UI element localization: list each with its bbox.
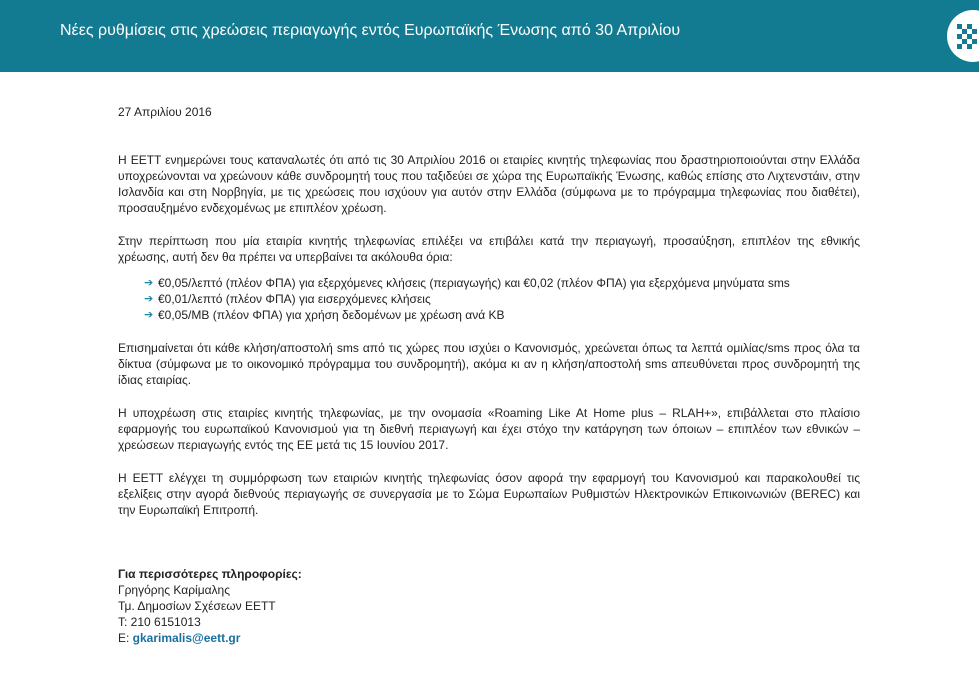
list-item-text: €0,01/λεπτό (πλέον ΦΠΑ) για εισερχόμενες κλήσεις [158,292,431,306]
charge-limits-list [118,275,860,323]
page-header [0,0,979,72]
article-paragraph-5: Η ΕΕΤΤ ελέγχει τη συμμόρφωση των εταιριών κινητής τηλεφωνίας όσον αφορά την εφαρμογή του Κανονισμού και παρακολουθεί τις εξελίξεις στην αγορά διεθνούς περιαγωγής σε συνεργασία με το Σώμα Ευρωπαίων Ρυθμιστών Ηλεκτρονικών Επικοινωνιών (BEREC) και την Ευρωπαϊκή Επιτροπή. [118,471,860,517]
article-paragraph-4: Η υποχρέωση στις εταιρίες κινητής τηλεφωνίας, με την ονομασία «Roaming Like At Home plus – RLAH+», επιβάλλεται στο πλαίσιο εφαρμογής του ευρωπαϊκού Κανονισμού για τη διεθνή περιαγωγή και έχει στόχο την κατάργηση των όποιων – επιπλέον των εθνικών – χρεώσεων περιαγωγής εντός της ΕΕ μετά τις 15 Ιουνίου 2017. [118,406,860,452]
article-paragraph-3: Επισημαίνεται ότι κάθε κλήση/αποστολή sms από τις χώρες που ισχύει ο Κανονισμός, χρεώνεται όπως τα λεπτά ομιλίας/sms προς όλα τα δίκτυα (σύμφωνα με το οικονομικό πρόγραμμα του συνδρομητή), ακόμα κι αν η κλήση/αποστολή sms απευθύνεται προς συνδρομητή της ίδιας εταιρίας. [118,341,860,387]
contact-email-link[interactable]: gkarimalis@eett.gr [132,631,241,645]
arrow-right-icon: ➔ [144,293,154,305]
article-date: 27 Απριλίου 2016 [118,105,212,119]
article-paragraph-2: Στην περίπτωση που μία εταιρία κινητής τηλεφωνίας επιλέξει να επιβάλει κατά την περιαγωγή, προσαύξηση, επιπλέον της εθνικής χρέωσης, αυτή δεν θα πρέπει να υπερβαίνει τα ακόλουθα όρια: [118,234,860,264]
contact-info [118,566,860,646]
arrow-right-icon: ➔ [144,309,154,321]
list-item [144,291,860,307]
list-item-text: €0,05/MB (πλέον ΦΠΑ) για χρήση δεδομένων με χρέωση ανά KB [158,308,505,322]
contact-title: Για περισσότερες πληροφορίες: [118,567,302,581]
contact-phone: Τ: 210 6151013 [118,615,201,629]
contact-email-label: E: [118,631,133,645]
arrow-right-icon: ➔ [144,277,154,289]
list-item [144,275,860,291]
article-body [118,96,860,646]
article-paragraph-1: Η ΕΕΤΤ ενημερώνει τους καταναλωτές ότι από τις 30 Απριλίου 2016 οι εταιρίες κινητής τηλεφωνίας που δραστηριοποιούνται στην Ελλάδα υποχρεώνονται να χρεώνουν κάθε συνδρομητή τους που ταξιδεύει σε χώρα της Ευρωπαϊκής Ένωσης, καθώς επίσης στο Λιχτενστάιν, στην Ισλανδία και στη Νορβηγία, με τις χρεώσεις που ισχύουν για αυτόν στην Ελλάδα (σύμφωνα με το πρόγραμμα τηλεφωνίας που διαθέτει), προσαυξημένο ενδεχομένως με επιπλέον χρέωση. [118,153,860,215]
contact-email-row [118,630,860,646]
contact-department: Τμ. Δημοσίων Σχέσεων ΕΕΤΤ [118,599,276,613]
list-item-text: €0,05/λεπτό (πλέον ΦΠΑ) για εξερχόμενες κλήσεις (περιαγωγής) και €0,02 (πλέον ΦΠΑ) για εξερχόμενα μηνύματα sms [158,276,790,290]
contact-name: Γρηγόρης Καρίμαλης [118,583,230,597]
page-title: Νέες ρυθμίσεις στις χρεώσεις περιαγωγής εντός Ευρωπαϊκής Ένωσης από 30 Απριλίου [60,22,681,39]
eett-logo-icon [933,10,979,62]
list-item [144,307,860,323]
